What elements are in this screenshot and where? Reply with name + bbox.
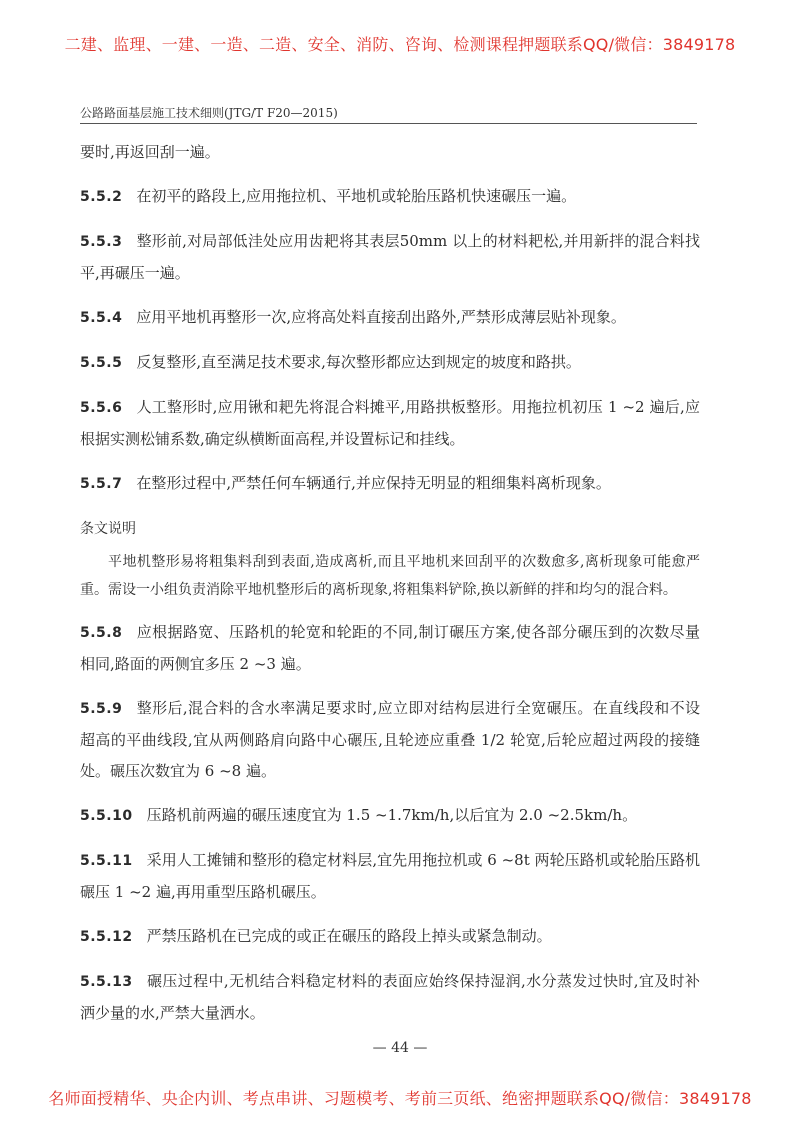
clause-text: 整形后,混合料的含水率满足要求时,应立即对结构层进行全宽碾压。在直线段和不设超高的平曲线段,宜从两侧路肩向路中心碾压,且轮迹应重叠 1/2 轮宽,后轮应超过两段的接缝处。碾压次数宜为 6 ~8 遍。 (80, 699, 700, 780)
clause-5-5-11 (80, 845, 700, 908)
clause-5-5-7 (80, 468, 700, 500)
clause-5-5-2 (80, 181, 700, 213)
clause-number: 5.5.12 (80, 929, 133, 945)
clause-text: 严禁压路机在已完成的或正在碾压的路段上掉头或紧急制动。 (146, 927, 552, 945)
clause-number: 5.5.3 (80, 234, 123, 250)
clause-number: 5.5.9 (80, 701, 123, 717)
clause-text: 在整形过程中,严禁任何车辆通行,并应保持无明显的粗细集料离析现象。 (136, 474, 611, 492)
clause-5-5-10 (80, 800, 700, 832)
running-head: 公路路面基层施工技术细则(JTG/T F20—2015) (80, 106, 338, 120)
clause-number: 5.5.11 (80, 853, 133, 869)
page-number: — 44 — (372, 1040, 428, 1056)
continuation-text: 要时,再返回刮一遍。 (80, 143, 220, 161)
explanation-body: 平地机整形易将粗集料刮到表面,造成离析,而且平地机来回刮平的次数愈多,离析现象可能愈严重。需设一小组负责消除平地机整形后的离析现象,将粗集料铲除,换以新鲜的拌和均匀的混合料。 (80, 554, 700, 598)
bottom-promo-banner: 名师面授精华、央企内训、考点串讲、习题模考、考前三页纸、绝密押题联系QQ/微信：3849178 (48, 1089, 752, 1108)
top-promo-banner: 二建、监理、一建、一造、二造、安全、消防、咨询、检测课程押题联系QQ/微信：3849178 (64, 35, 736, 54)
clause-text: 碾压过程中,无机结合料稳定材料的表面应始终保持湿润,水分蒸发过快时,宜及时补洒少量的水,严禁大量洒水。 (80, 972, 700, 1022)
explanation-heading: 条文说明 (80, 521, 136, 537)
clause-number: 5.5.10 (80, 808, 133, 824)
clause-number: 5.5.2 (80, 189, 123, 205)
clause-number: 5.5.8 (80, 625, 123, 641)
clause-text: 人工整形时,应用锹和耙先将混合料摊平,用路拱板整形。用拖拉机初压 1 ~2 遍后,应根据实测松铺系数,确定纵横断面高程,并设置标记和挂线。 (80, 398, 700, 448)
clause-text: 在初平的路段上,应用拖拉机、平地机或轮胎压路机快速碾压一遍。 (136, 187, 577, 205)
header-divider (80, 123, 697, 124)
clause-number: 5.5.7 (80, 476, 123, 492)
clause-text: 压路机前两遍的碾压速度宜为 1.5 ~1.7km/h,以后宜为 2.0 ~2.5km/h。 (146, 806, 638, 824)
clause-number: 5.5.6 (80, 400, 123, 416)
clause-5-5-6 (80, 392, 700, 455)
clause-5-5-9 (80, 693, 700, 787)
clause-number: 5.5.5 (80, 355, 123, 371)
clause-number: 5.5.4 (80, 310, 123, 326)
clause-5-5-3 (80, 226, 700, 289)
clause-text: 反复整形,直至满足技术要求,每次整形都应达到规定的坡度和路拱。 (136, 353, 581, 371)
clause-text: 应根据路宽、压路机的轮宽和轮距的不同,制订碾压方案,使各部分碾压到的次数尽量相同,路面的两侧宜多压 2 ~3 遍。 (80, 623, 700, 673)
page-body (80, 137, 700, 1029)
clause-5-5-12 (80, 921, 700, 953)
clause-5-5-5 (80, 347, 700, 379)
clause-text: 应用平地机再整形一次,应将高处料直接刮出路外,严禁形成薄层贴补现象。 (136, 308, 626, 326)
clause-text: 整形前,对局部低洼处应用齿耙将其表层50mm 以上的材料耙松,并用新拌的混合料找平,再碾压一遍。 (80, 232, 700, 282)
clause-text: 采用人工摊铺和整形的稳定材料层,宜先用拖拉机或 6 ~8t 两轮压路机或轮胎压路机碾压 1 ~2 遍,再用重型压路机碾压。 (80, 851, 700, 901)
clause-number: 5.5.13 (80, 974, 133, 990)
clause-5-5-8 (80, 617, 700, 680)
clause-5-5-4 (80, 302, 700, 334)
clause-5-5-13 (80, 966, 700, 1029)
